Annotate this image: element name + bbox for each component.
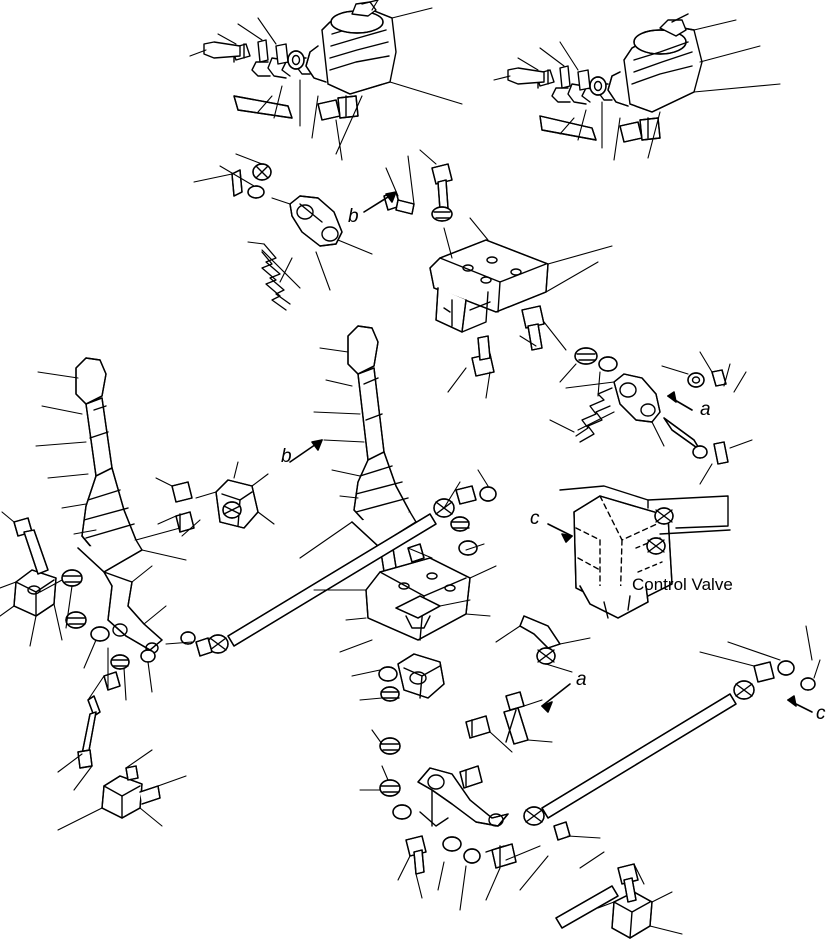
left-mount-bracket <box>172 480 258 532</box>
control-valve-label: Control Valve <box>632 575 733 594</box>
upper-right-actuator <box>508 14 702 142</box>
left-control-lever <box>14 358 162 818</box>
callout-c-left: c <box>530 508 540 529</box>
callout-b-lower: b <box>281 446 292 467</box>
callout-a-lower: a <box>576 669 587 690</box>
upper-left-bellcrank <box>232 164 342 310</box>
center-control-lever <box>348 326 516 874</box>
upper-bracket <box>384 164 617 376</box>
callout-b-upper: b <box>348 206 359 227</box>
callout-a-upper: a <box>700 399 711 420</box>
center-right-small-parts <box>466 616 560 744</box>
callout-c-right: c <box>816 703 826 724</box>
control-valve-block <box>560 486 730 618</box>
